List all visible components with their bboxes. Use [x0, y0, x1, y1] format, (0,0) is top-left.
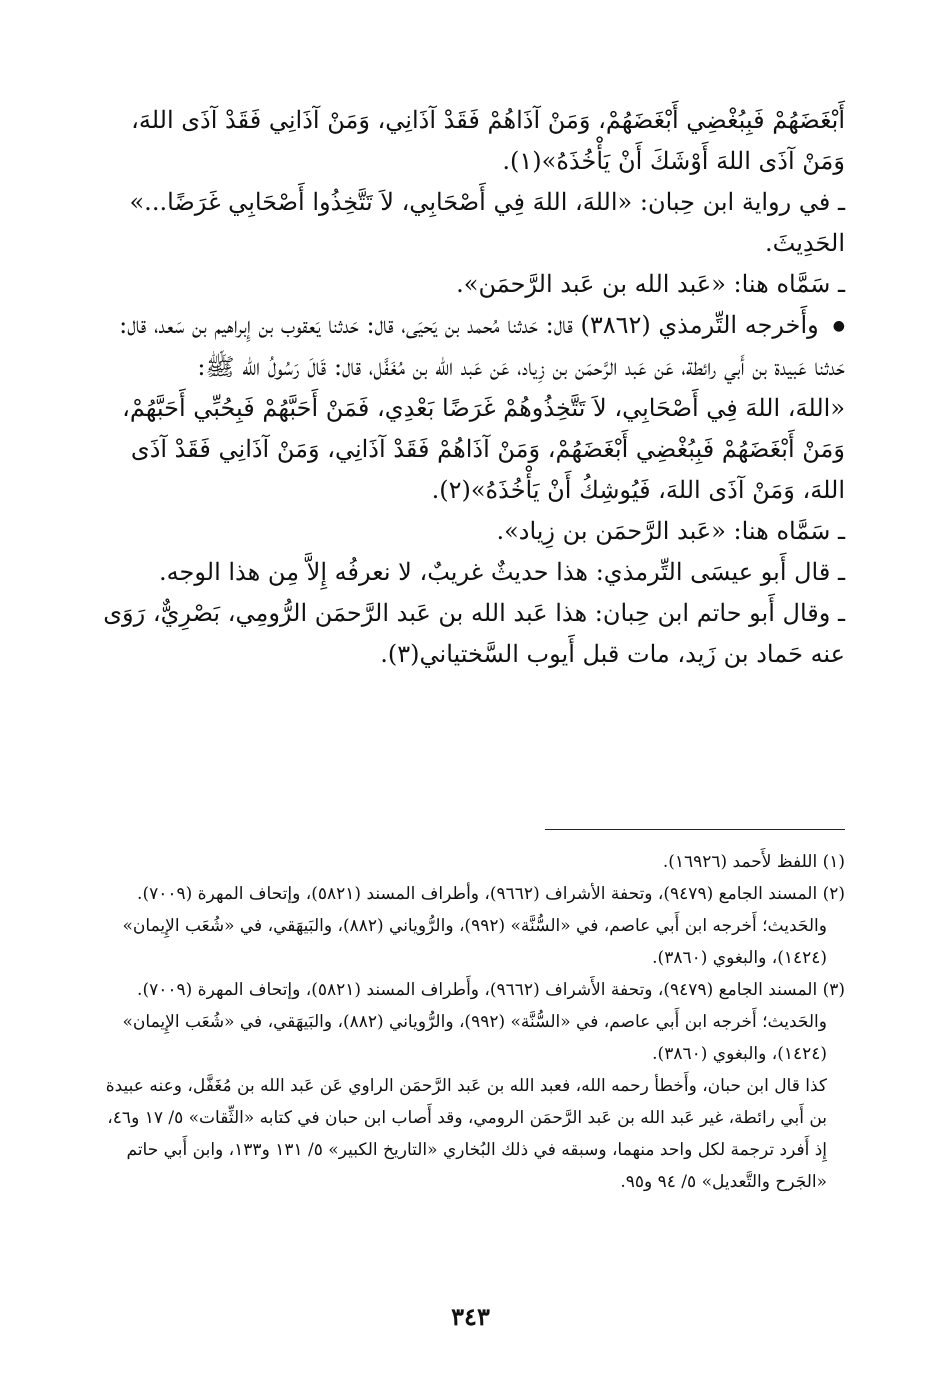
main-text [100, 100, 845, 675]
page-number: ٣٤٣ [451, 1302, 490, 1331]
footnote-divider [545, 829, 845, 830]
footnote-3-commentary: كذا قال ابن حبان، وأَخطأ رحمه الله، فعبد الله بن عَبد الرَّحمَن الراوي عَن عَبد الله بن مُغَفَّل، وعنه عبيدة بن أَبي رائطة، غير عَبد الله بن عَبد الرَّحمَن الرومي، وقد أَصاب ابن حبان في كتابه «الثِّقات» ٥/ ١٧ و٤٦، إِذ أَفرد ترجمة لكل واحد منهما، وسبقه في ذلك البُخاري «التاريخ الكبير» ٥/ ١٣١ و١٣٣، وابن أَبي حاتم «الجَرح والتَّعديل» ٥/ ٩٤ و٩٥. [105, 1076, 827, 1192]
footnote-2: (٢) المسند الجامع (٩٤٧٩)، وتحفة الأشراف (٩٦٦٢)، وأطراف المسند (٥٨٢١)، وإتحاف المهرة (٧٠٠٩). [137, 884, 845, 904]
paragraph-hadith-end: أَبْغَضَهُمْ فَبِبُغْضِي أَبْغَضَهُمْ، وَمَنْ آذَاهُمْ فَقَدْ آذَانِي، وَمَنْ آذَانِي فَقَدْ آذَى اللهَ، وَمَنْ آذَى اللهَ أَوْشَكَ أَنْ يَأْخُذَهُ»(١). [131, 106, 845, 175]
paragraph-tirmidhi-isnad: ● وأَخرجه التِّرمذي (٣٨٦٢) قال: حَدثنا مُحمد بن يَحيَى، قال: حَدثنا يَعقوب بن إِبراهيم بن سَعد، قال: حَدثنا عَبيدة بن أَبي رائطة، عَن عَبد الرَّحمَن بن زِياد، عَن عَبد الله بن مُغَفَّل، قال: قَالَ رَسُولُ الله ﷺ: [100, 305, 845, 388]
main-text-block [100, 100, 845, 675]
paragraph-naming-abdullah: ـ سَمَّاه هنا: «عَبد الله بن عَبد الرَّحمَن». [456, 270, 845, 298]
footnotes-block [100, 846, 845, 1198]
paragraph-ibn-hibban-narration: ـ في رواية ابن حِبان: «اللهَ، اللهَ فِي أَصْحَابِي، لاَ تَتَّخِذُوا أَصْحَابِي غَرَضًا...» الحَدِيثَ. [129, 188, 845, 257]
paragraph-naming-abdulrahman: ـ سَمَّاه هنا: «عَبد الرَّحمَن بن زِياد». [496, 517, 845, 545]
footnote-3-continuation: والحَديث؛ أَخرجه ابن أَبي عاصم، في «السُّنَّة» (٩٩٢)، والرُّوياني (٨٨٢)، والبَيهَقي، في «شُعَب الإِيمان» (١٤٢٤)، والبغوي (٣٨٦٠). [122, 1012, 827, 1064]
paragraph-tirmidhi-comment: ـ قال أَبو عيسَى التِّرمذي: هذا حديثٌ غريبٌ، لا نعرفُه إِلاَّ مِن هذا الوجه. [159, 558, 845, 586]
paragraph-ibn-hibban-comment: ـ وقال أَبو حاتم ابن حِبان: هذا عَبد الله بن عَبد الرَّحمَن الرُّومِي، بَصْرِيٌّ، رَوَى عنه حَماد بن زَيد، مات قبل أَيوب السَّختياني(٣). [103, 599, 845, 668]
footnote-2-continuation: والحَديث؛ أَخرجه ابن أَبي عاصم، في «السُّنَّة» (٩٩٢)، والرُّوياني (٨٨٢)، والبَيهَقي، في «شُعَب الإِيمان» (١٤٢٤)، والبغوي (٣٨٦٠). [122, 916, 827, 968]
footnote-1: (١) اللفظ لأَحمد (١٦٩٢٦). [662, 852, 845, 872]
paragraph-hadith-text: «اللهَ، اللهَ فِي أَصْحَابِي، لاَ تَتَّخِذُوهُمْ غَرَضًا بَعْدِي، فَمَنْ أَحَبَّهُمْ فَبِحُبِّي أَحَبَّهُمْ، وَمَنْ أَبْغَضَهُمْ فَبِبُغْضِي أَبْغَضَهُمْ، وَمَنْ آذَاهُمْ فَقَدْ آذَانِي، وَمَنْ آذَانِي فَقَدْ آذَى اللهَ، وَمَنْ آذَى اللهَ، فَيُوشِكُ أَنْ يَأْخُذَهُ»(٢). [122, 394, 845, 504]
footnote-3: (٣) المسند الجامع (٩٤٧٩)، وتحفة الأَشراف (٩٦٦٢)، وأَطراف المسند (٥٨٢١)، وإتحاف المهرة (٧٠٠٩). [137, 980, 845, 1000]
